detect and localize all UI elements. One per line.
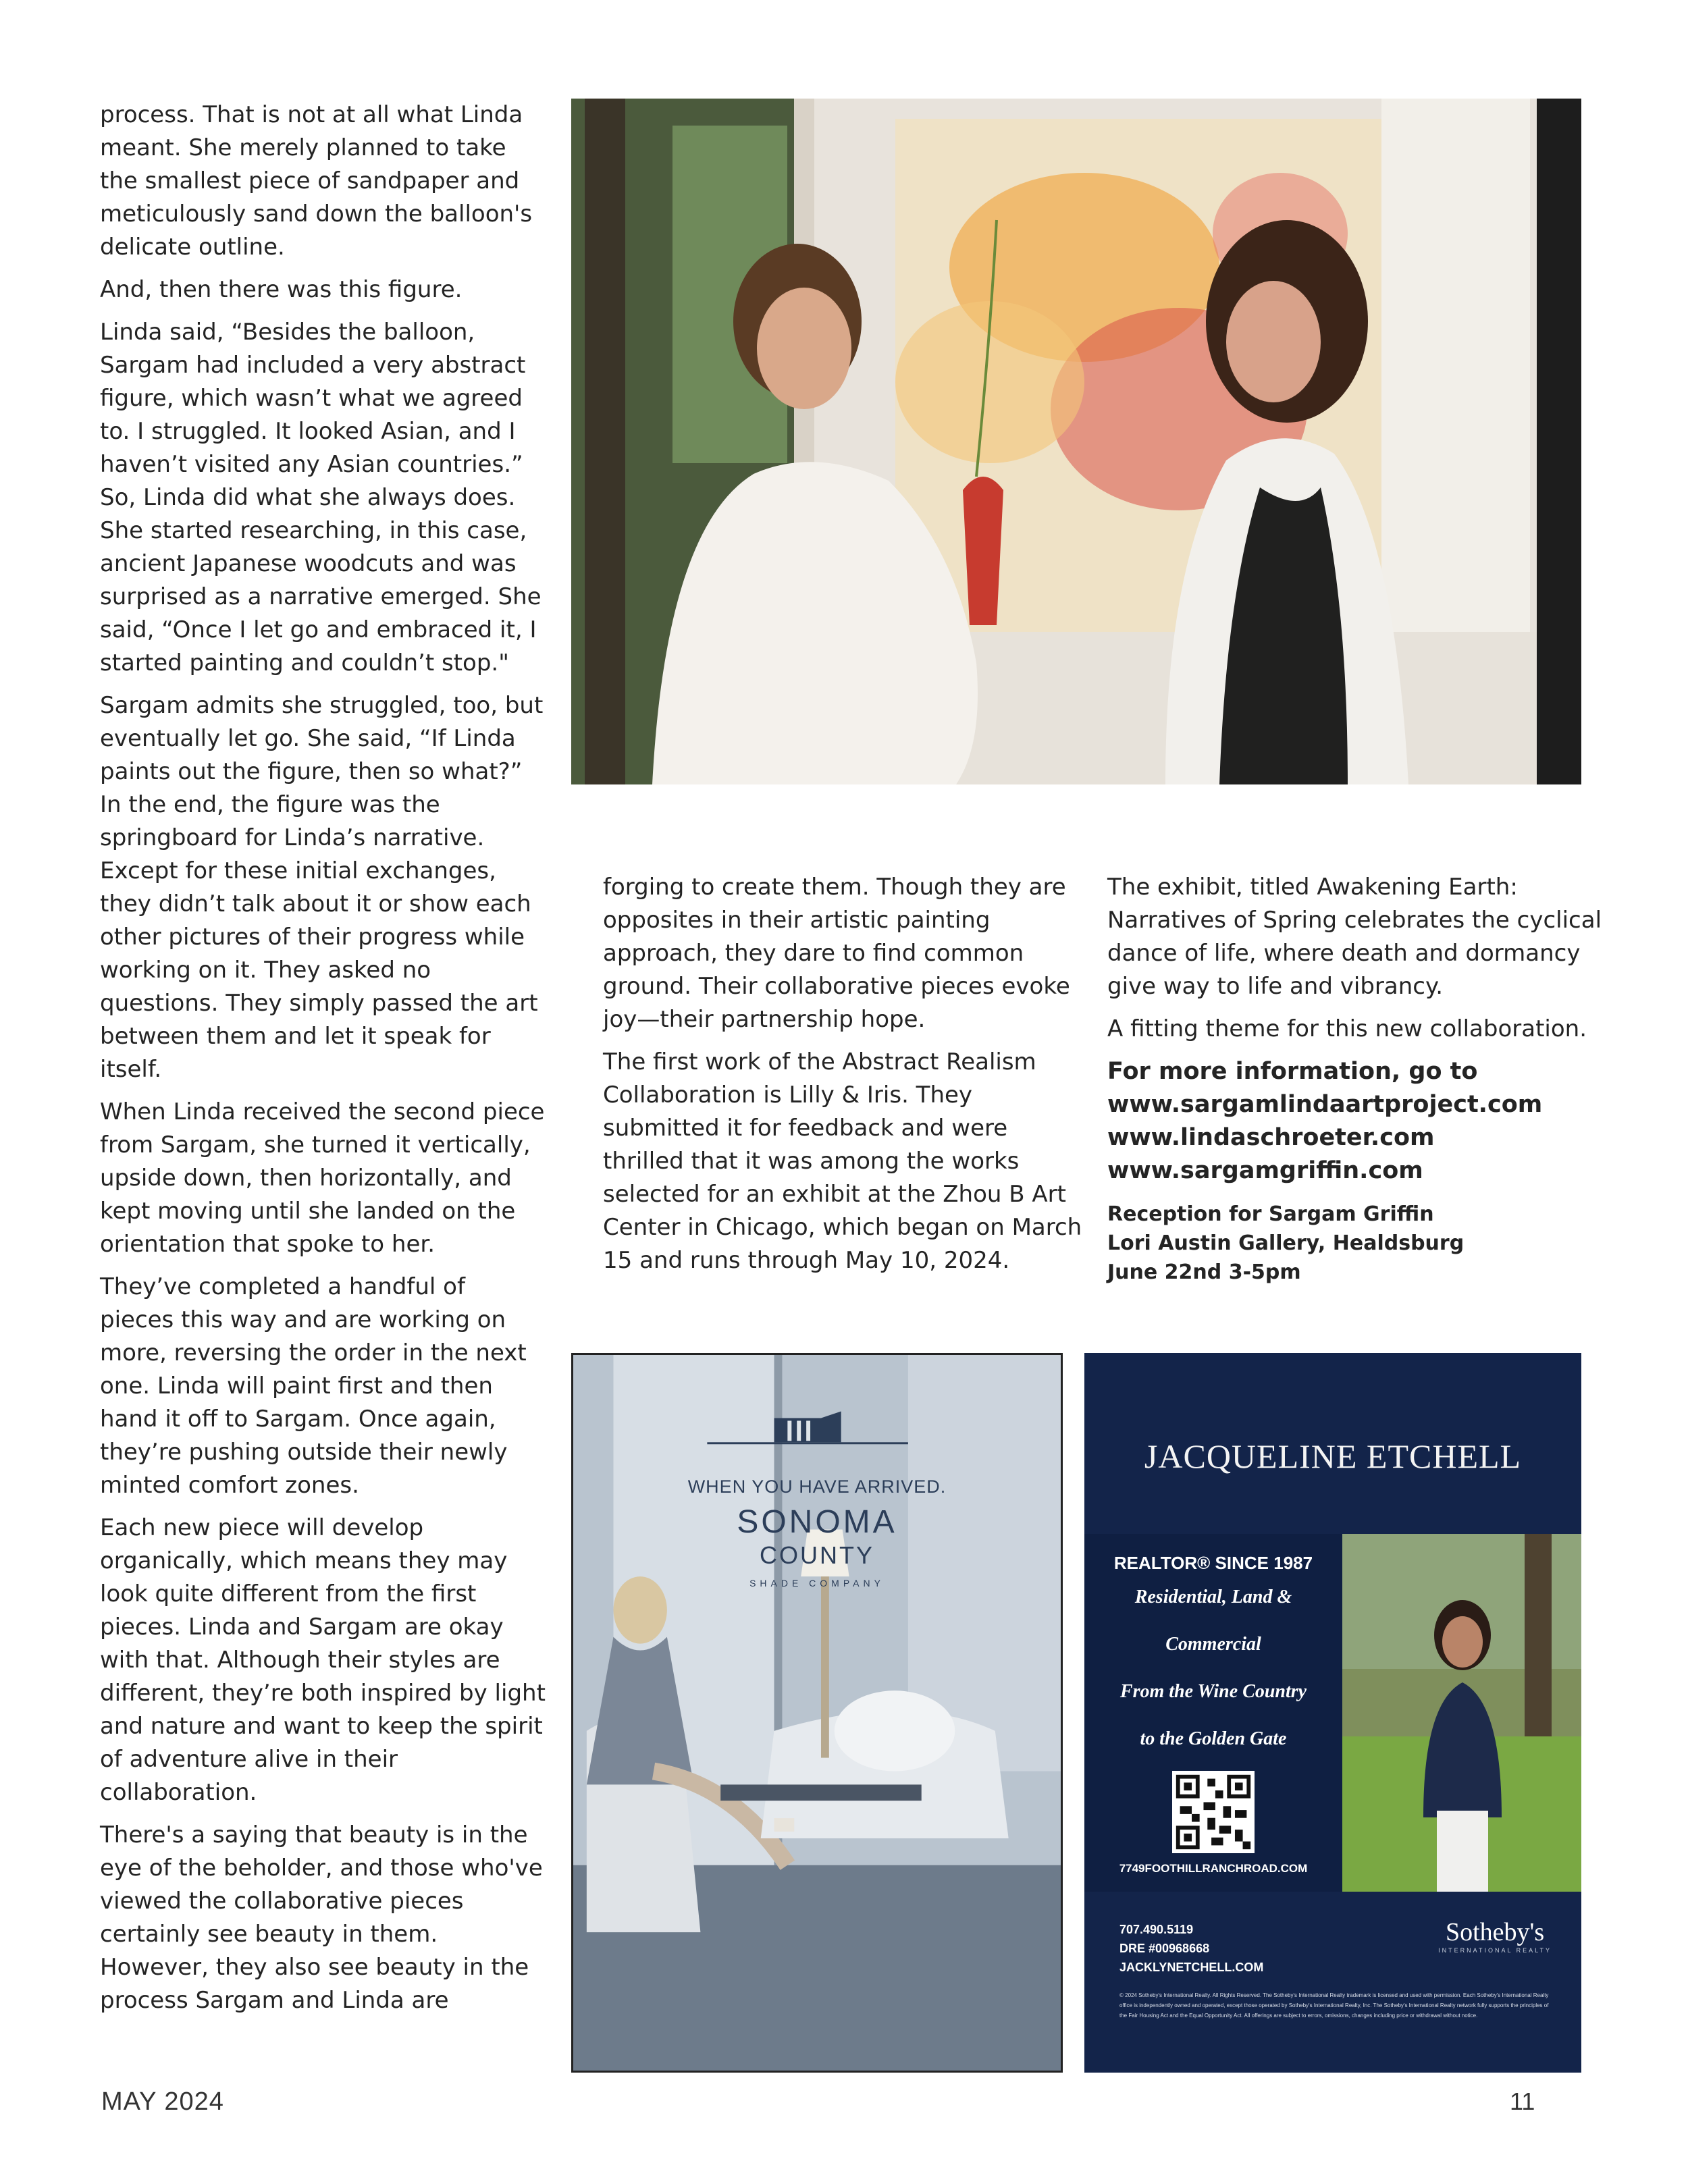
ad-etchell-middle-band xyxy=(1084,1534,1581,1892)
footer-issue-date: MAY 2024 xyxy=(101,2087,224,2116)
ad-sonoma-name: SONOMA xyxy=(737,1504,897,1540)
paragraph: Sargam admits she struggled, too, but eventually let go. She said, “If Linda paints out the figure, then so what?” In the end, the figure was the springboard for Linda’s narrative. Except for these initial exchanges, they didn’t talk about it or show each other pictures of their progress while working on it. They asked no questions. They simply passed the art between them and let it speak for itself. xyxy=(100,692,544,1083)
qr-code-icon[interactable] xyxy=(1172,1771,1255,1853)
reception-block xyxy=(1107,1200,1607,1287)
article-column-right xyxy=(1107,871,1607,1287)
ad-sonoma-county-shade[interactable] xyxy=(571,1353,1063,2073)
ad-etchell-email[interactable]: JACKLYNETCHELL.COM xyxy=(1119,1961,1264,1974)
info-block xyxy=(1107,1055,1607,1188)
info-link[interactable]: www.lindaschroeter.com xyxy=(1107,1124,1435,1151)
page-number: 11 xyxy=(1510,2087,1535,2115)
ad-sonoma-scene xyxy=(573,1355,1061,2071)
ad-etchell-line: From the Wine Country xyxy=(1119,1681,1307,1702)
paragraph: The exhibit, titled Awakening Earth: Narratives of Spring celebrates the cyclical dance of life, where death and dormancy give way to life and vibrancy. xyxy=(1107,874,1602,1000)
ad-etchell-legal: © 2024 Sotheby's International Realty. All Rights Reserved. The Sotheby's International Realty trademark is licensed and used with permission. Each Sotheby's International Realty office is independently owned and operated, except those operated by Sotheby's International Realty, Inc. The Sotheby's International Realty network fully supports the principles of the Fair Housing Act and the Equal Opportunity Act. All offerings are subject to errors, omissions, changes including price or withdrawal without notice. xyxy=(1119,1992,1549,2019)
paragraph: There's a saying that beauty is in the eye of the beholder, and those who've viewed the collaborative pieces certainly see beauty in them. However, they also see beauty in the process Sargam and Linda are xyxy=(100,1821,543,2014)
ad-etchell-details xyxy=(1084,1534,1342,1892)
sothebys-brand: Sotheby's xyxy=(1445,1918,1545,1946)
paragraph: A fitting theme for this new collaboration. xyxy=(1107,1015,1587,1042)
ad-etchell-name: JACQUELINE ETCHELL xyxy=(1144,1437,1522,1475)
ad-etchell-photo xyxy=(1342,1534,1581,1892)
ad-etchell-realtor: REALTOR® SINCE 1987 xyxy=(1113,1553,1313,1573)
ad-etchell-contact xyxy=(1119,1920,1263,1977)
qr-code-pattern xyxy=(1172,1771,1255,1853)
info-link[interactable]: www.sargamlindaartproject.com xyxy=(1107,1091,1543,1118)
ad-etchell-line: to the Golden Gate xyxy=(1140,1728,1287,1749)
paragraph: When Linda received the second piece from Sargam, she turned it vertically, upside down, then horizontally, and kept moving until she landed on the orientation that spoke to her. xyxy=(100,1098,545,1258)
sothebys-logo xyxy=(1438,1917,1552,1954)
paragraph: They’ve completed a handful of pieces this way and are working on more, reversing the order in the next one. Linda will paint first and then hand it off to Sargam. Once again, they’re pushing outside their newly minted comfort zones. xyxy=(100,1273,527,1499)
ad-sonoma-company: SHADE COMPANY xyxy=(749,1578,885,1589)
sothebys-brand-sub: INTERNATIONAL REALTY xyxy=(1438,1947,1552,1954)
ad-sonoma-county: COUNTY xyxy=(760,1541,874,1569)
artists-photo-image xyxy=(571,99,1581,784)
ad-etchell-line: Commercial xyxy=(1165,1634,1261,1655)
info-heading: For more information, go to xyxy=(1107,1058,1478,1085)
paragraph: Each new piece will develop organically, which means they may look quite different from the first pieces. Linda and Sargam are okay with that. Although their styles are different, they’re both inspired by light and nature and want to keep the spirit of adventure alive in their collaboration. xyxy=(100,1514,546,1806)
paragraph: forging to create them. Though they are opposites in their artistic painting approach, they dare to find common ground. Their collaborative pieces evoke joy—their partnership hope. xyxy=(603,874,1070,1033)
ad-etchell-phone[interactable]: 707.490.5119 xyxy=(1119,1923,1194,1936)
paragraph: process. That is not at all what Linda meant. She merely planned to take the smallest piece of sandpaper and meticulously sand down the balloon's delicate outline. xyxy=(100,101,533,261)
paragraph: Linda said, “Besides the balloon, Sargam had included a very abstract figure, which wasn’t what we agreed to. I struggled. It looked Asian, and I haven’t visited any Asian countries.” So, Linda did what she always does. She started researching, in this case, ancient Japanese woodcuts and was surprised as a narrative emerged. She said, “Once I let go and embraced it, I started painting and couldn’t stop." xyxy=(100,319,542,676)
ad-etchell-website[interactable]: 7749FOOTHILLRANCHROAD.COM xyxy=(1119,1862,1308,1875)
ad-etchell-line: Residential, Land & xyxy=(1134,1587,1292,1607)
article-column-left xyxy=(100,99,546,2027)
ad-etchell-photo-image xyxy=(1342,1534,1581,1892)
ad-etchell-dre: DRE #00968668 xyxy=(1119,1942,1210,1955)
ad-jacqueline-etchell[interactable] xyxy=(1084,1353,1581,2073)
reception-date: June 22nd 3-5pm xyxy=(1107,1260,1301,1284)
info-link[interactable]: www.sargamgriffin.com xyxy=(1107,1157,1423,1184)
ad-sonoma-tagline: WHEN YOU HAVE ARRIVED. xyxy=(687,1476,947,1497)
article-column-middle xyxy=(603,871,1089,1287)
reception-title: Reception for Sargam Griffin xyxy=(1107,1202,1434,1226)
paragraph: The first work of the Abstract Realism Collaboration is Lilly & Iris. They submitted it for feedback and were thrilled that it was among the works selected for an exhibit at the Zhou B Art Center in Chicago, which began on March 15 and runs through May 10, 2024. xyxy=(603,1048,1082,1274)
reception-venue: Lori Austin Gallery, Healdsburg xyxy=(1107,1231,1465,1255)
artists-photo xyxy=(571,99,1581,784)
paragraph: And, then there was this figure. xyxy=(100,276,463,303)
